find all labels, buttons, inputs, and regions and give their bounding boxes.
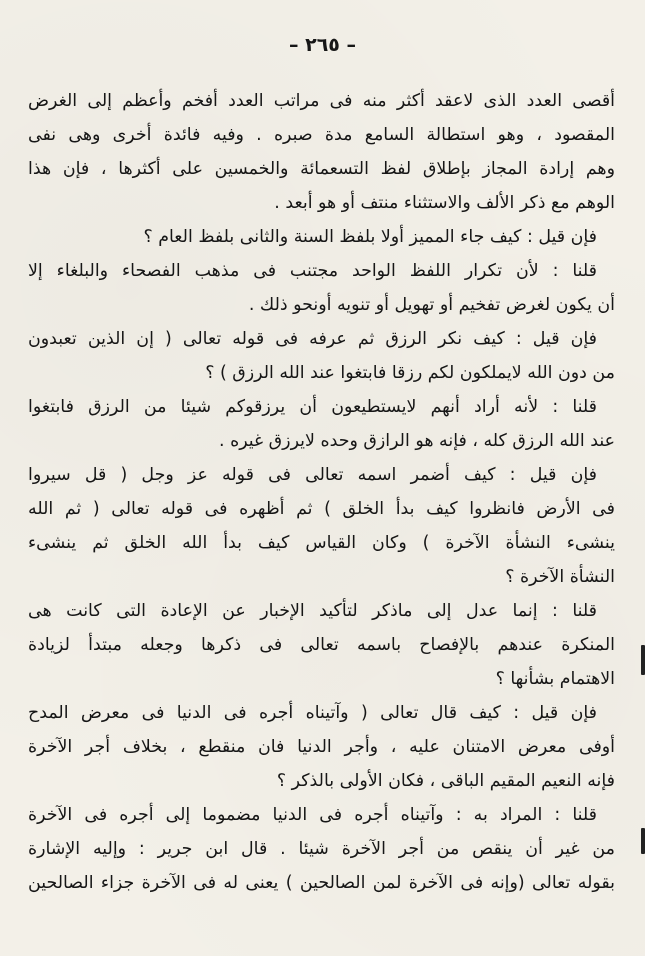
text-line: ينشىء النشأة الآخرة ) وكان القياس كيف بدأ الله الخلق ثم ينشىء	[28, 533, 615, 553]
page-edge-mark	[641, 828, 645, 854]
text-line: فإنه النعيم المقيم الباقى ، فكان الأولى بالذكر ؟	[276, 771, 615, 791]
text-line: عند الله الرزق كله ، فإنه هو الرازق وحده لايرزق غيره .	[219, 431, 615, 451]
text-line: من دون الله لايملكون لكم رزقا فابتغوا عند الله الرزق ) ؟	[205, 363, 615, 383]
text-line: قلنا : المراد به : وآتيناه أجره فى الدنيا مضموما إلى أجره فى الآخرة	[28, 805, 597, 825]
text-line: فى الأرض فانظروا كيف بدأ الخلق ) ثم أظهره فى قوله تعالى ( ثم الله	[28, 499, 615, 519]
text-line: المنكرة عندهم بالإفصاح باسمه تعالى فى ذكرها وجعله مبتدأ لزيادة	[28, 635, 615, 655]
text-line: وهم إرادة المجاز بإطلاق لفظ التسعمائة والخمسين على أكثرها ، فإن هذا	[28, 159, 615, 179]
text-line: قلنا : لأنه أراد أنهم لايستطيعون أن يرزقوكم شيئا من الرزق فابتغوا	[28, 397, 597, 417]
paragraph-3	[28, 254, 615, 322]
text-line: فإن قيل : كيف قال تعالى ( وآتيناه أجره فى الدنيا فى معرض المدح	[28, 703, 597, 723]
text-line: فإن قيل : كيف جاء المميز أولا بلفظ السنة والثانى بلفظ العام ؟	[143, 227, 597, 247]
text-line: قلنا : لأن تكرار اللفظ الواحد مجتنب فى مذهب الفصحاء والبلغاء إلا	[28, 261, 597, 281]
text-line: الاهتمام بشأنها ؟	[495, 669, 615, 689]
text-line: النشأة الآخرة ؟	[505, 567, 615, 587]
text-line: أوفى معرض الامتنان عليه ، وأجر الدنيا فان منقطع ، بخلاف أجر الآخرة	[28, 737, 615, 757]
paragraph-4	[28, 322, 615, 390]
paragraph-7	[28, 594, 615, 696]
text-line: أن يكون لغرض تفخيم أو تهويل أو تنويه أونحو ذلك .	[248, 295, 615, 315]
text-line: بقوله تعالى (وإنه فى الآخرة لمن الصالحين ) يعنى له فى الآخرة جزاء الصالحين	[28, 873, 615, 893]
paragraph-1	[28, 84, 615, 220]
text-line: فإن قيل : كيف نكر الرزق ثم عرفه فى قوله تعالى ( إن الذين تعبدون	[28, 329, 597, 349]
text-line: من غير أن ينقص من أجر الآخرة شيئا . قال ابن جرير : وإليه الإشارة	[28, 839, 615, 859]
paragraph-6	[28, 458, 615, 594]
paragraph-5	[28, 390, 615, 458]
paragraph-2	[28, 220, 615, 254]
body-text	[28, 84, 615, 900]
page-number: – ٢٦٥ –	[288, 34, 357, 56]
paragraph-9	[28, 798, 615, 900]
text-line: الوهم مع ذكر الألف والاستثناء منتف أو هو أبعد .	[274, 193, 615, 213]
text-line: فإن قيل : كيف أضمر اسمه تعالى فى قوله عز وجل ( قل سيروا	[28, 465, 597, 485]
text-line: قلنا : إنما عدل إلى ماذكر لتأكيد الإخبار عن الإعادة التى كانت هى	[28, 601, 597, 621]
text-line: المقصود ، وهو استطالة السامع مدة صبره . وفيه فائدة أخرى وهى نفى	[28, 125, 615, 145]
page-edge-mark	[641, 645, 645, 675]
paragraph-8	[28, 696, 615, 798]
text-line: أقصى العدد الذى لاعقد أكثر منه فى مراتب العدد أفخم وأعظم إلى الغرض	[28, 91, 615, 111]
